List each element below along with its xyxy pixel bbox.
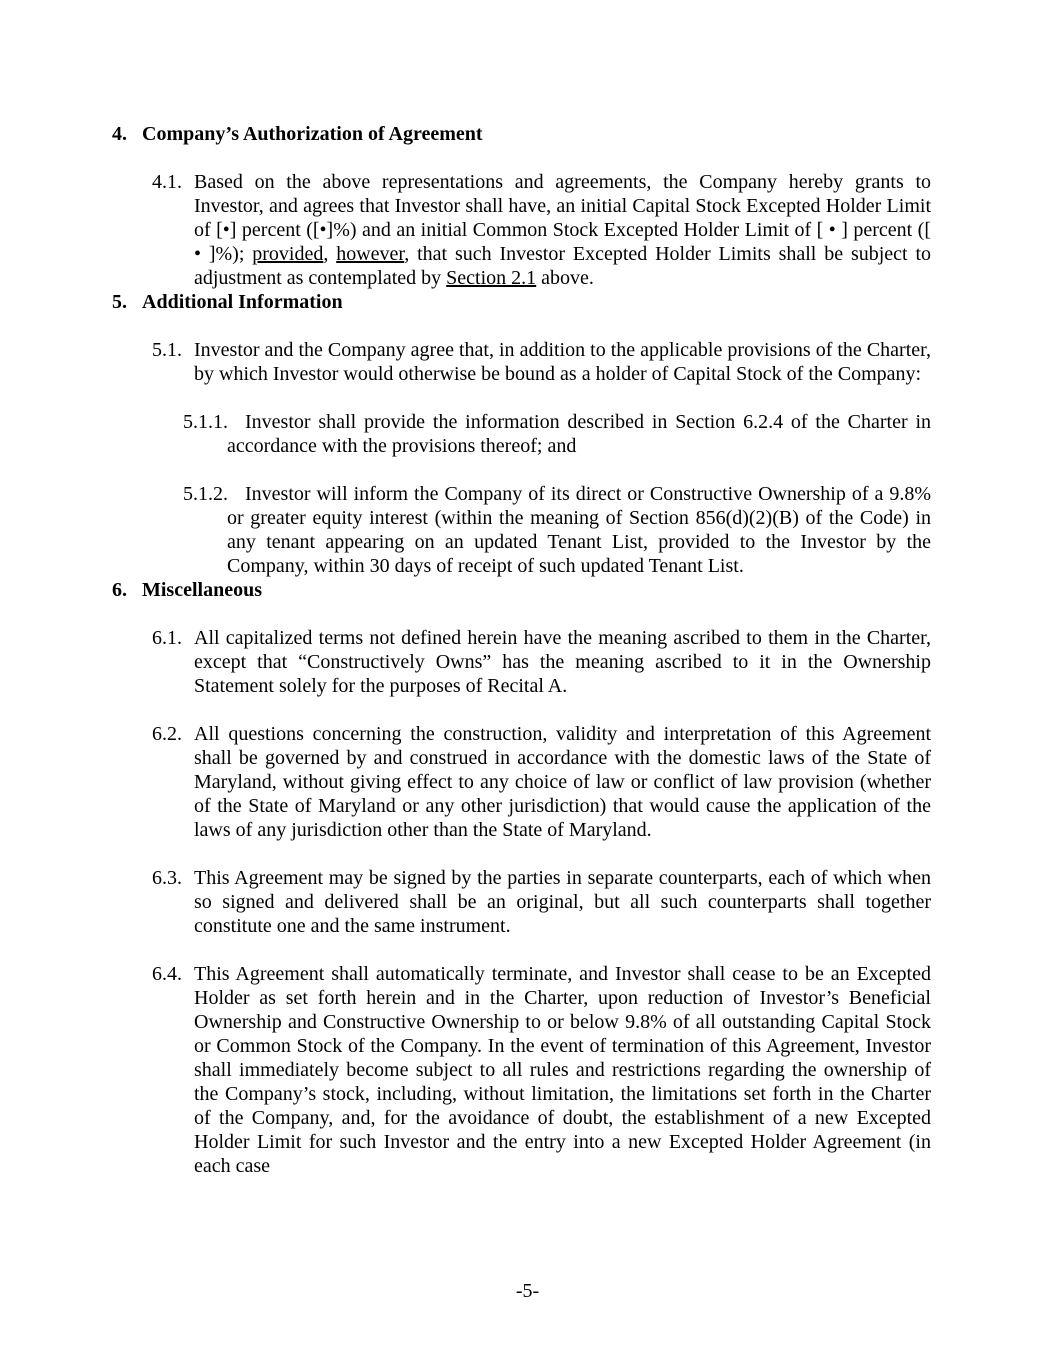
text-run: , — [323, 243, 337, 265]
paragraph — [112, 410, 931, 458]
paragraph-number: 5.1.2. — [183, 483, 228, 505]
text-run: All questions concerning the construction, validity and interpretation of this Agreement shall be governed by and construed in accordance with the domestic laws of the State of Maryland, without giving effect to any choice of law or conflict of law provision (whether of the State of Maryland or any other jurisdiction) that would cause the application of the laws of any jurisdiction other than the State of Maryland. — [194, 723, 931, 841]
paragraph — [112, 722, 931, 842]
paragraph-number: 6.1. — [152, 627, 182, 649]
paragraph — [112, 962, 931, 1178]
paragraph-number: 4.1. — [152, 171, 182, 193]
paragraph-text — [194, 627, 931, 697]
section-number: 5. — [112, 291, 127, 313]
paragraph-text — [194, 867, 931, 937]
paragraph-text — [194, 723, 931, 841]
paragraph-number: 5.1.1. — [183, 411, 228, 433]
paragraph-number: 6.3. — [152, 867, 182, 889]
paragraph-number: 6.2. — [152, 723, 182, 745]
text-run: Investor shall provide the information described in Section 6.2.4 of the Charter in accordance with the provisions thereof; and — [227, 411, 931, 457]
text-run: Based on the above representations and agreements, the Company hereby grants to Investor, and agrees that Investor shall have, an initial Capital Stock Excepted Holder Limit of [•] percent ([•]%) and an initial Common Stock Excepted Holder Limit of [ • ] percent ([ • ]%); — [194, 171, 931, 265]
paragraph-number: 5.1. — [152, 339, 182, 361]
text-run: This Agreement shall automatically terminate, and Investor shall cease to be an Excepted Holder as set forth herein and in the Charter, upon reduction of Investor’s Beneficial Ownership and Constructive Ownership to or below 9.8% of all outstanding Capital Stock or Common Stock of the Company. In the event of termination of this Agreement, Investor shall immediately become subject to all rules and restrictions regarding the ownership of the Company’s stock, including, without limitation, the limitations set forth in the Charter of the Company, and, for the avoidance of doubt, the establishment of a new Excepted Holder Limit for such Investor and the entry into a new Excepted Holder Agreement (in each case — [194, 963, 931, 1177]
text-run: above. — [536, 267, 594, 289]
section-number: 6. — [112, 579, 127, 601]
underlined-text: Section 2.1 — [446, 267, 537, 289]
paragraph-text — [194, 171, 931, 289]
text-run: , that such Investor Excepted Holder Limits shall be subject to adjustment as contemplated by — [194, 243, 932, 289]
underlined-text: provided — [252, 243, 324, 265]
underlined-text: however — [336, 243, 405, 265]
section-title: Miscellaneous — [142, 579, 262, 601]
paragraph-text — [227, 411, 931, 457]
document-body — [112, 122, 931, 1178]
section — [112, 122, 931, 290]
paragraph — [112, 338, 931, 386]
paragraph-text — [194, 963, 931, 1177]
text-run: Investor will inform the Company of its direct or Constructive Ownership of a 9.8% or greater equity interest (within the meaning of Section 856(d)(2)(B) of the Code) in any tenant appearing on an updated Tenant List, provided to the Investor by the Company, within 30 days of receipt of such updated Tenant List. — [227, 483, 931, 577]
section-title: Additional Information — [142, 291, 343, 313]
section-number: 4. — [112, 123, 127, 145]
section-heading — [112, 578, 931, 602]
section-paragraphs — [112, 338, 931, 578]
section-title: Company’s Authorization of Agreement — [142, 123, 483, 145]
text-run: All capitalized terms not defined herein have the meaning ascribed to them in the Charter, except that “Constructively Owns” has the meaning ascribed to it in the Ownership Statement solely for the purposes of Recital A. — [194, 627, 931, 697]
paragraph — [112, 866, 931, 938]
section-paragraphs — [112, 626, 931, 1178]
paragraph-text — [194, 339, 931, 385]
paragraph-text — [227, 483, 931, 577]
text-run: This Agreement may be signed by the parties in separate counterparts, each of which when so signed and delivered shall be an original, but all such counterparts shall together constitute one and the same instrument. — [194, 867, 931, 937]
section-heading — [112, 122, 931, 146]
paragraph — [112, 170, 931, 290]
section — [112, 290, 931, 578]
section — [112, 578, 931, 1178]
paragraph — [112, 482, 931, 578]
section-heading — [112, 290, 931, 314]
text-run: Investor and the Company agree that, in addition to the applicable provisions of the Charter, by which Investor would otherwise be bound as a holder of Capital Stock of the Company: — [194, 339, 931, 385]
page-number: -5- — [515, 1280, 540, 1302]
paragraph-number: 6.4. — [152, 963, 182, 985]
paragraph — [112, 626, 931, 698]
section-paragraphs — [112, 170, 931, 290]
